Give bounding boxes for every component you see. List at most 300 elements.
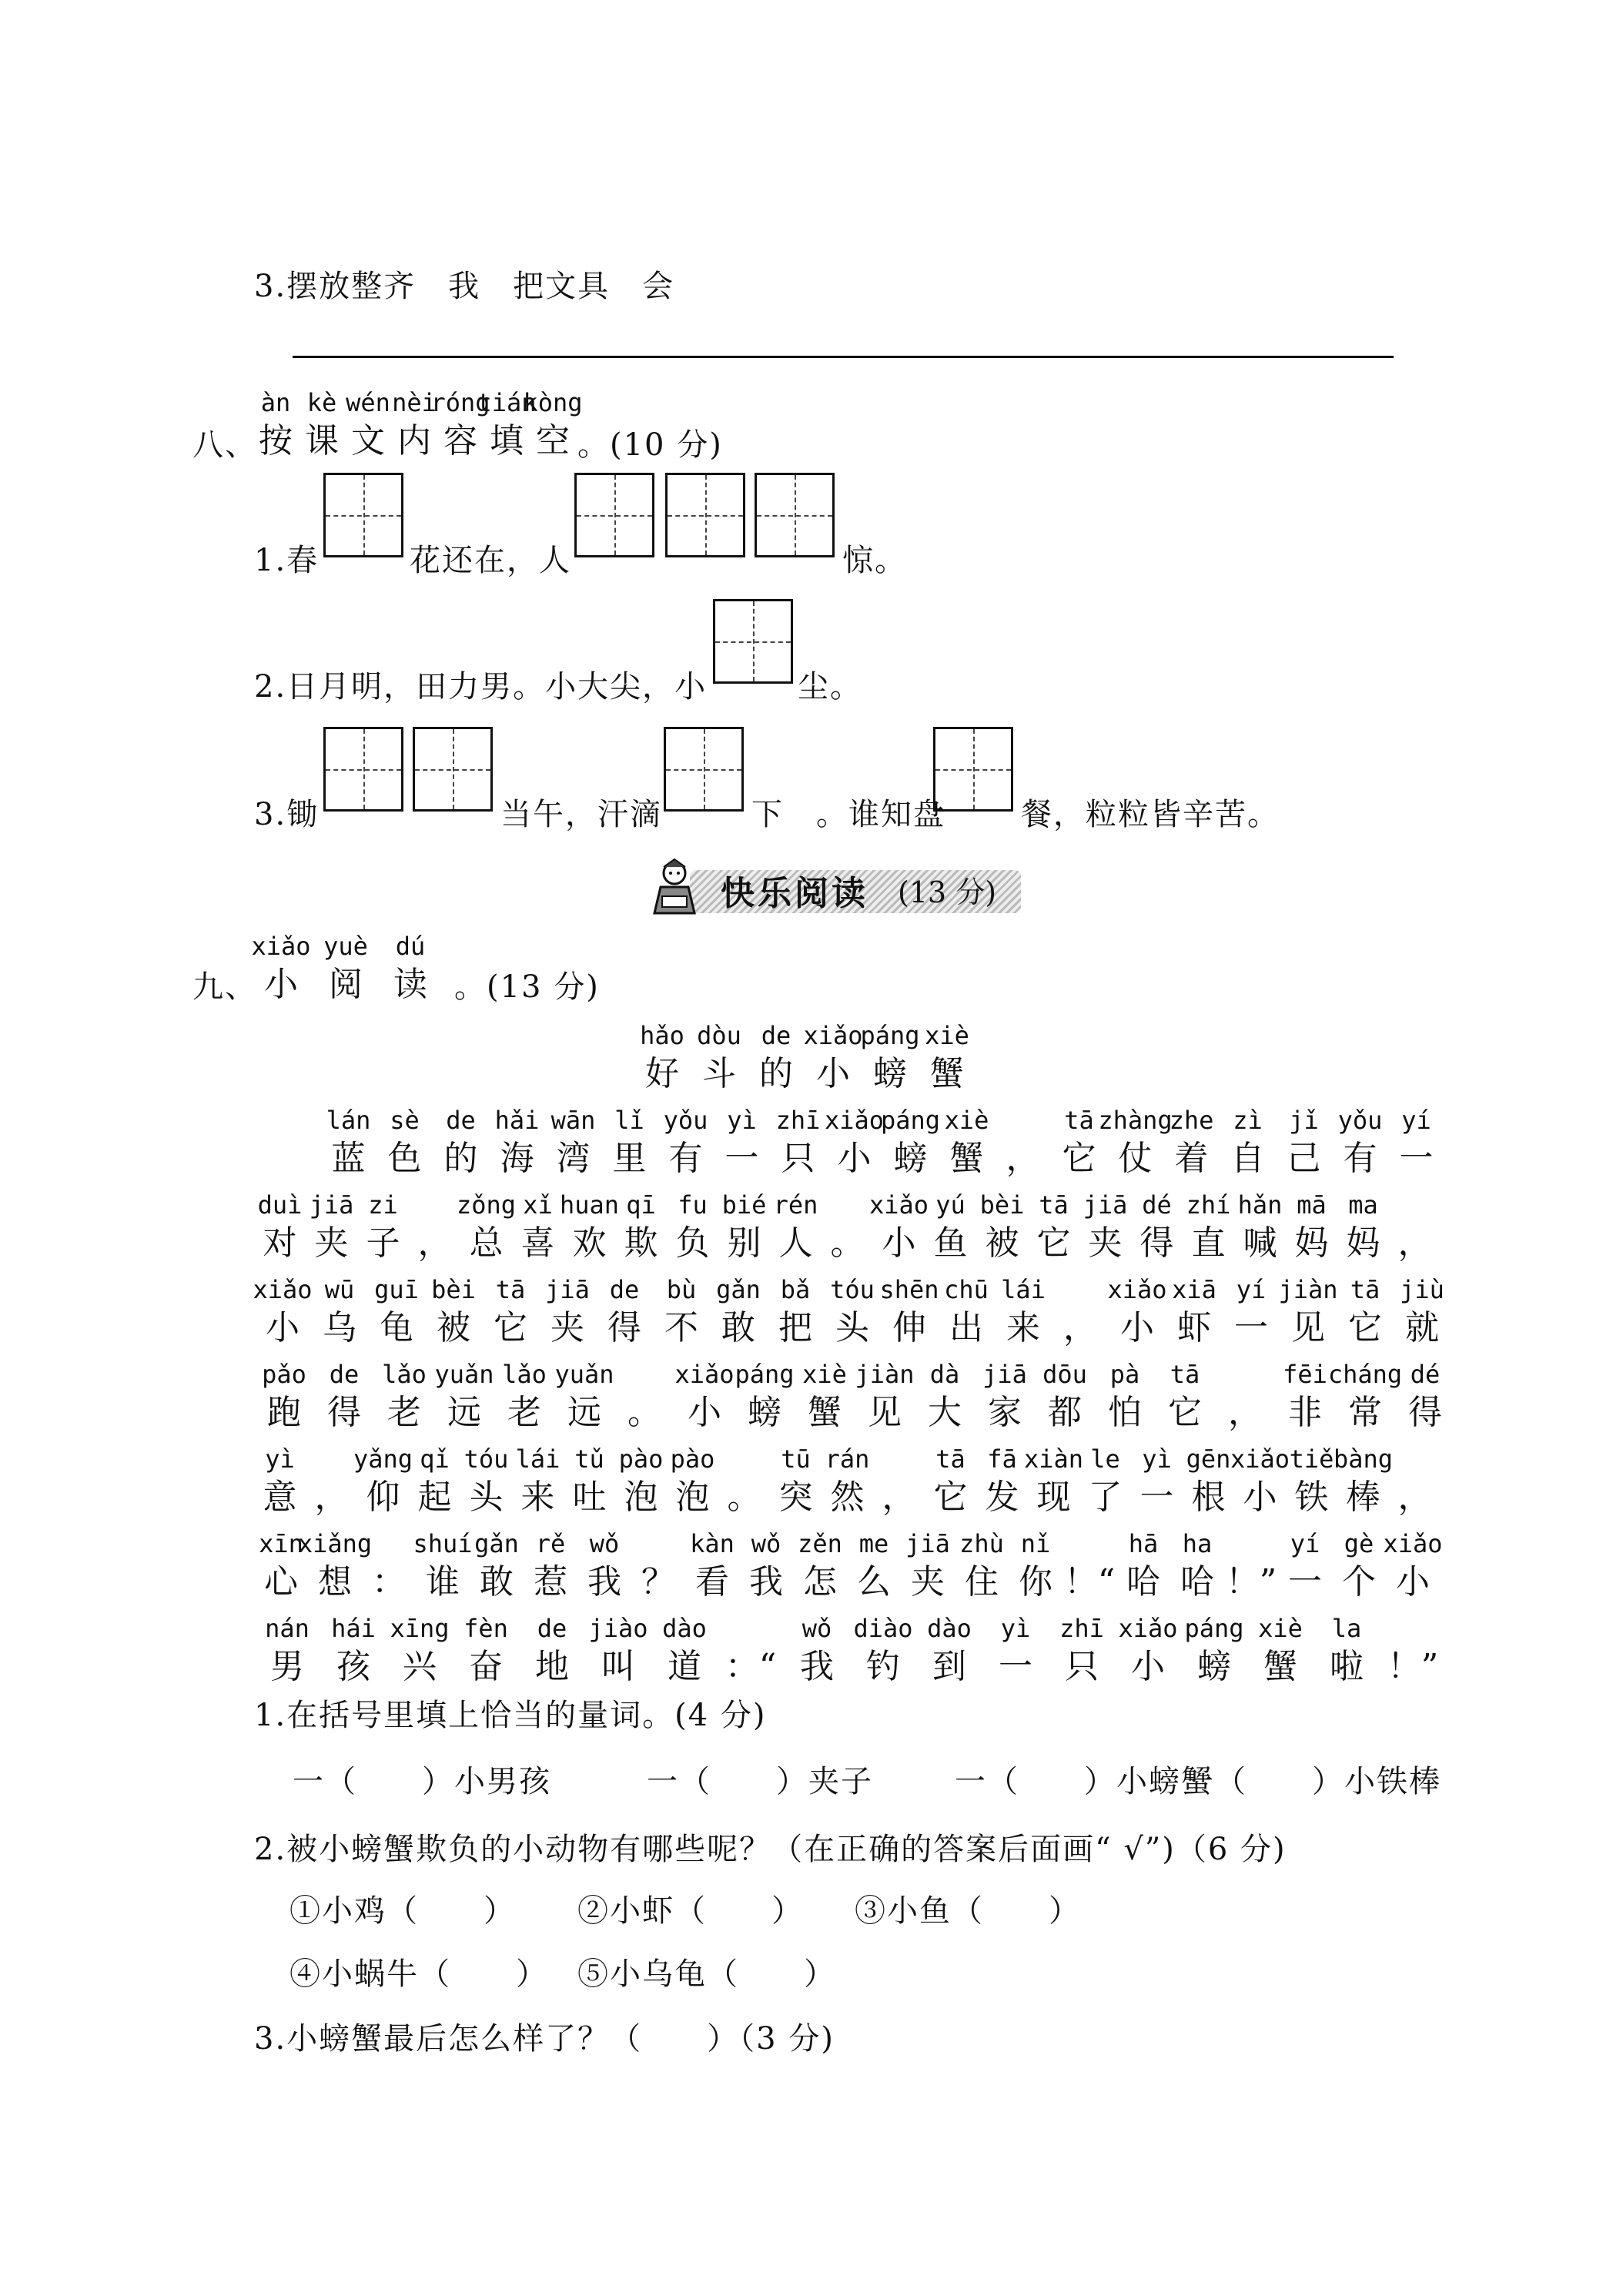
pinyin: tā: [1039, 1190, 1069, 1220]
pinyin: sè: [390, 1106, 420, 1135]
hanzi: 人: [778, 1223, 813, 1263]
pinyin-char-cell: [319, 929, 373, 1006]
pinyin: zhī: [775, 1106, 821, 1135]
hanzi: 远: [567, 1393, 601, 1432]
pinyin: nǐ: [1020, 1529, 1051, 1558]
hanzi: ，: [1063, 1308, 1097, 1347]
pinyin-char-cell: [710, 1272, 767, 1349]
pinyin-char-cell: [1170, 1526, 1224, 1603]
hanzi: 兴: [403, 1647, 437, 1686]
pinyin-char-cell: [1131, 1187, 1183, 1264]
pinyin: xiè: [944, 1106, 989, 1135]
pinyin: hǎn: [1237, 1190, 1283, 1220]
hanzi: 大: [928, 1393, 962, 1432]
pinyin-char-cell: [564, 1441, 615, 1518]
pinyin: lái: [515, 1444, 561, 1474]
pinyin-char-cell: [254, 1357, 314, 1434]
tianzige-box[interactable]: [574, 473, 654, 557]
hanzi: 小: [837, 1139, 872, 1178]
pinyin-char-cell: [881, 1272, 938, 1349]
pinyin-char-cell: [1115, 1611, 1181, 1688]
pinyin: yuè: [323, 932, 368, 961]
hanzi: 一: [1288, 1562, 1322, 1602]
pinyin-char-cell: [425, 1272, 482, 1349]
pinyin: jiàn: [855, 1360, 915, 1389]
hanzi: 远: [447, 1393, 481, 1432]
pinyin-char-cell: [374, 1357, 434, 1434]
pinyin-char-cell: [314, 1357, 374, 1434]
pinyin-char-cell: [1278, 1526, 1332, 1603]
pinyin: duì: [257, 1190, 303, 1220]
pinyin: le: [1090, 1444, 1120, 1474]
pinyin-char-cell: [477, 385, 537, 462]
pinyin-char-cell: [873, 1441, 925, 1518]
hanzi: 一: [1234, 1308, 1268, 1347]
hanzi: 鱼: [933, 1223, 968, 1263]
poem-3-part2: 当午，汗滴: [500, 797, 662, 832]
hanzi: 棒: [1346, 1478, 1380, 1517]
q1-item[interactable]: 一（ ）夹子: [647, 1764, 873, 1799]
pinyin-char-cell: [916, 1611, 982, 1688]
pinyin: tā: [1064, 1106, 1094, 1135]
pinyin-char-cell: [376, 1103, 433, 1180]
hanzi: 空: [536, 421, 570, 460]
pinyin-char-cell: [1035, 1357, 1095, 1434]
pinyin: xiǎo: [1383, 1529, 1443, 1558]
pinyin: jiā: [545, 1275, 590, 1304]
hanzi: 文: [351, 421, 385, 460]
pinyin: nán: [265, 1614, 310, 1643]
pinyin: tā: [1350, 1275, 1380, 1304]
pinyin-char-cell: [1286, 1187, 1337, 1264]
pinyin: tū: [781, 1444, 811, 1474]
pinyin: hái: [331, 1614, 376, 1643]
hanzi: 蟹: [808, 1393, 842, 1432]
hanzi: 小: [1243, 1478, 1277, 1517]
tianzige-box[interactable]: [665, 473, 745, 557]
pinyin: tā: [495, 1275, 526, 1304]
pinyin-char-cell: [1337, 1272, 1394, 1349]
pinyin: xiǎo: [674, 1360, 735, 1389]
pinyin: de: [329, 1360, 360, 1389]
hanzi: 对: [263, 1223, 297, 1263]
hanzi: 被: [985, 1223, 1019, 1263]
pinyin-char-cell: [1230, 1441, 1290, 1518]
story-line: [254, 1357, 1455, 1434]
pinyin-char-cell: [822, 1187, 873, 1264]
pinyin-char-cell: [1049, 1611, 1115, 1688]
pinyin: hǎo: [640, 1021, 684, 1050]
tianzige-box[interactable]: [413, 727, 493, 812]
pinyin-char-cell: [1155, 1357, 1215, 1434]
poem-3-part3: 下 。谁知盘: [751, 797, 945, 832]
pinyin: kàn: [690, 1529, 735, 1558]
hanzi: 奋: [469, 1647, 503, 1686]
tianzige-box[interactable]: [713, 599, 793, 684]
tianzige-box[interactable]: [323, 727, 403, 812]
hanzi: 我: [749, 1562, 783, 1602]
pinyin: jiàn: [1278, 1275, 1338, 1304]
pinyin-char-cell: [1275, 1357, 1335, 1434]
pinyin: wū: [324, 1275, 355, 1304]
pinyin-char-cell: [995, 1272, 1052, 1349]
pinyin-char-cell: [1395, 1357, 1455, 1434]
pinyin-char-cell: [311, 1272, 368, 1349]
hanzi: 妈: [1346, 1223, 1380, 1263]
pinyin-char-cell: [1223, 1272, 1280, 1349]
hanzi: 道: [668, 1647, 701, 1686]
pinyin: mā: [1297, 1190, 1327, 1220]
pinyin-char-cell: [601, 1103, 658, 1180]
hanzi: 湾: [556, 1139, 591, 1178]
pinyin: fèn: [463, 1614, 508, 1643]
story-line: [254, 1611, 1446, 1688]
pinyin-char-cell: [714, 1103, 770, 1180]
pinyin: dé: [1410, 1360, 1441, 1389]
pinyin-char-cell: [938, 1272, 995, 1349]
pinyin-char-cell: [795, 1357, 855, 1434]
hanzi: 。: [627, 1393, 661, 1432]
hanzi: 的: [443, 1139, 478, 1178]
hanzi: 发: [985, 1478, 1019, 1517]
happy-reading-banner: [644, 855, 1021, 918]
pinyin: dào: [927, 1614, 972, 1643]
pinyin-char-cell: [362, 1526, 416, 1603]
hanzi: 地: [535, 1647, 569, 1686]
pinyin: lǐ: [614, 1106, 644, 1135]
pinyin-char-cell: [393, 385, 436, 462]
pinyin-char-cell: [519, 1611, 585, 1688]
hanzi: 小: [882, 1223, 916, 1263]
pinyin: wǒ: [589, 1529, 620, 1558]
pinyin-char-cell: [631, 1526, 685, 1603]
pinyin: gè: [1344, 1529, 1374, 1558]
pinyin: yì: [1000, 1614, 1031, 1643]
pinyin-char-cell: [615, 1441, 667, 1518]
pinyin-char-cell: [1389, 1187, 1441, 1264]
pinyin-char-cell: [1079, 1441, 1131, 1518]
pinyin-char-cell: [651, 1611, 718, 1688]
hanzi: 见: [868, 1393, 902, 1432]
hanzi: 头: [835, 1308, 869, 1347]
pinyin: diào: [853, 1614, 913, 1643]
q1-item[interactable]: 一（ ）小螃蟹: [955, 1764, 1213, 1799]
hanzi: 得: [327, 1393, 361, 1432]
pinyin-char-cell: [254, 1441, 306, 1518]
hanzi: 意: [263, 1478, 297, 1517]
pinyin-char-cell: [995, 1103, 1051, 1180]
pinyin: dà: [929, 1360, 960, 1389]
hanzi: 根: [1191, 1478, 1226, 1517]
pinyin-char-cell: [770, 1187, 822, 1264]
hanzi: 小: [688, 1393, 721, 1432]
hanzi: 老: [387, 1393, 421, 1432]
pinyin-char-cell: [636, 1018, 688, 1095]
tianzige-box[interactable]: [664, 727, 744, 812]
pinyin: shuí: [413, 1529, 473, 1558]
pinyin: ha: [1182, 1529, 1213, 1558]
hanzi: 然: [830, 1478, 865, 1517]
pinyin-char-cell: [596, 1272, 653, 1349]
pinyin: zhī: [1059, 1614, 1104, 1643]
hanzi: 总: [469, 1223, 504, 1263]
pinyin: jiā: [1083, 1190, 1128, 1220]
hanzi: 海: [500, 1139, 534, 1178]
pinyin-char-cell: [409, 1187, 460, 1264]
poem-1-middle: 花还在，人: [410, 543, 571, 578]
pinyin-char-cell: [1052, 1272, 1109, 1349]
pinyin-char-cell: [482, 1272, 539, 1349]
pinyin: zhù: [959, 1529, 1004, 1558]
pinyin-char-cell: [693, 1018, 745, 1095]
pinyin-char-cell: [460, 1441, 512, 1518]
q1-item[interactable]: 一（ ）小铁棒: [1183, 1764, 1441, 1799]
pinyin-char-cell: [850, 1611, 916, 1688]
pinyin-char-cell: [306, 1187, 357, 1264]
pinyin-char-cell: [1098, 1103, 1173, 1180]
pinyin-char-cell: [847, 1526, 901, 1603]
pinyin: bù: [666, 1275, 697, 1304]
pinyin-char-cell: [614, 1357, 674, 1434]
pinyin: xiǎo: [1230, 1444, 1290, 1474]
tianzige-box[interactable]: [755, 473, 835, 557]
pinyin-char-cell: [320, 1611, 387, 1688]
pinyin: wān: [550, 1106, 596, 1135]
pinyin-char-cell: [921, 1018, 973, 1095]
pinyin-char-cell: [254, 1272, 311, 1349]
pinyin-char-cell: [824, 1272, 881, 1349]
section-8-score: 。(10 分): [577, 427, 723, 463]
pinyin: tā: [935, 1444, 965, 1474]
pinyin-char-cell: [975, 1357, 1035, 1434]
pinyin: yuǎn: [554, 1360, 614, 1389]
hanzi: 子: [366, 1223, 400, 1263]
pinyin-char-cell: [1079, 1187, 1131, 1264]
pinyin: xīng: [390, 1614, 450, 1643]
pinyin: xiǎo: [868, 1190, 929, 1220]
pinyin: tóu: [463, 1444, 509, 1474]
pinyin: lái: [1001, 1275, 1046, 1304]
pinyin: dú: [395, 932, 426, 961]
pinyin: me: [858, 1529, 889, 1558]
pinyin-char-cell: [1389, 1441, 1441, 1518]
pinyin-char-cell: [300, 385, 343, 462]
pinyin: bèi: [979, 1190, 1025, 1220]
q2-option[interactable]: ③小鱼（ ）: [855, 1893, 1081, 1929]
pinyin: yí: [1236, 1275, 1267, 1304]
hanzi: 夹: [1088, 1223, 1123, 1263]
story-line: [254, 1187, 1441, 1264]
pinyin-char-cell: [1023, 1441, 1084, 1518]
pinyin-char-cell: [658, 1103, 714, 1180]
hanzi: 叫: [601, 1647, 635, 1686]
hanzi: 小: [1120, 1308, 1154, 1347]
pinyin-char-cell: [803, 1018, 863, 1095]
pinyin: pào: [670, 1444, 715, 1474]
tianzige-box[interactable]: [933, 727, 1013, 812]
pinyin-char-cell: [1131, 1441, 1183, 1518]
q2-option[interactable]: ④小蜗牛（ ）: [289, 1956, 548, 1992]
hanzi: 了: [1088, 1478, 1123, 1517]
hanzi: 只: [1065, 1647, 1099, 1686]
pinyin-char-cell: [1327, 1357, 1403, 1434]
pinyin: páng: [880, 1106, 941, 1135]
pinyin: rě: [535, 1529, 566, 1558]
pinyin-char-cell: [353, 1441, 413, 1518]
hanzi: 老: [507, 1393, 541, 1432]
pinyin-char-cell: [545, 1103, 601, 1180]
hanzi: 得: [1408, 1393, 1442, 1432]
hanzi: 阅: [329, 965, 363, 1004]
pinyin-char-cell: [793, 1526, 847, 1603]
hanzi: ？: [641, 1562, 675, 1602]
pinyin: jiù: [1400, 1275, 1444, 1304]
hanzi: 想: [318, 1562, 352, 1602]
pinyin: xǐ: [523, 1190, 553, 1220]
hanzi: 起: [417, 1478, 452, 1517]
pinyin-char-cell: [1166, 1272, 1223, 1349]
hanzi: 个: [1342, 1562, 1376, 1602]
pinyin: lǎo: [502, 1360, 547, 1389]
hanzi: 乌: [323, 1308, 356, 1347]
hanzi: 铁: [1294, 1478, 1329, 1517]
hanzi: 螃: [893, 1139, 928, 1178]
pinyin: wén: [346, 388, 390, 417]
hanzi: ，: [1228, 1393, 1262, 1432]
pinyin: róng: [430, 388, 490, 417]
section-8-number: 八、: [192, 427, 257, 463]
hanzi: 。: [830, 1223, 865, 1263]
hanzi: 夹: [911, 1562, 945, 1602]
tianzige-box[interactable]: [323, 473, 403, 557]
pinyin-char-cell: [735, 1357, 795, 1434]
riddle-2-prefix: 2.日月明，田力男。小大尖，小: [254, 669, 708, 705]
pinyin: dé: [1142, 1190, 1172, 1220]
pinyin: xiè: [802, 1360, 847, 1389]
hanzi: 小: [1396, 1562, 1430, 1602]
pinyin-char-cell: [1337, 1187, 1389, 1264]
pinyin-char-cell: [1181, 1611, 1247, 1688]
pinyin-char-cell: [1062, 1526, 1116, 1603]
pinyin-char-cell: [251, 929, 311, 1006]
pinyin: guī: [374, 1275, 419, 1304]
pinyin-char-cell: [939, 1103, 995, 1180]
pinyin-char-cell: [523, 385, 583, 462]
pinyin-char-cell: [718, 1611, 784, 1688]
hanzi: 蓝: [331, 1139, 366, 1178]
pinyin-char-cell: [1028, 1187, 1079, 1264]
pinyin: hǎi: [494, 1106, 540, 1135]
hanzi: 到: [932, 1647, 966, 1686]
pinyin: dōu: [1042, 1360, 1087, 1389]
pinyin: huan: [559, 1190, 620, 1220]
pinyin-char-cell: [456, 1187, 517, 1264]
hanzi: 小: [266, 1308, 300, 1347]
hanzi: ，: [1006, 1139, 1040, 1178]
hanzi: 哈: [1180, 1562, 1214, 1602]
hanzi: 来: [520, 1478, 555, 1517]
pinyin-char-cell: [430, 385, 490, 462]
poem-1-suffix: 惊。: [842, 543, 907, 578]
hanzi: ！”: [1387, 1647, 1439, 1686]
pinyin: xiǎo: [253, 1275, 313, 1304]
q2-option[interactable]: ⑤小乌龟（ ）: [577, 1956, 836, 1992]
pinyin: de: [609, 1275, 640, 1304]
q2-option[interactable]: ②小虾（ ）: [577, 1893, 804, 1929]
hanzi: 小: [1131, 1647, 1165, 1686]
pinyin: qī: [626, 1190, 656, 1220]
q1-item[interactable]: 一（ ）小男孩: [293, 1764, 551, 1799]
pinyin: gǎn: [474, 1529, 519, 1558]
hanzi: 课: [305, 421, 339, 460]
pinyin: hā: [1128, 1529, 1159, 1558]
hanzi: 它: [494, 1308, 527, 1347]
q2-option[interactable]: ①小鸡（ ）: [289, 1893, 516, 1929]
pinyin: rán: [825, 1444, 870, 1474]
pinyin-char-cell: [770, 1441, 822, 1518]
hanzi: 有: [668, 1139, 703, 1178]
riddle-2-suffix: 尘。: [798, 669, 862, 705]
hanzi: 都: [1048, 1393, 1082, 1432]
hanzi: 常: [1348, 1393, 1382, 1432]
pinyin-char-cell: [1234, 1187, 1286, 1264]
hanzi: 着: [1174, 1139, 1209, 1178]
hanzi: ，: [417, 1223, 452, 1263]
pinyin-char-cell: [667, 1187, 718, 1264]
pinyin-char-cell: [1332, 1526, 1386, 1603]
pinyin: kè: [306, 388, 337, 417]
hanzi: 夹: [550, 1308, 584, 1347]
hanzi: 小: [816, 1054, 850, 1093]
hanzi: 蟹: [949, 1139, 984, 1178]
hanzi: 喊: [1243, 1223, 1277, 1263]
pinyin: páng: [735, 1360, 795, 1389]
hanzi: 我: [800, 1647, 834, 1686]
pinyin-char-cell: [434, 1357, 494, 1434]
section-9-heading: [251, 929, 448, 1006]
pinyin-char-cell: [915, 1357, 975, 1434]
hanzi: 男: [270, 1647, 304, 1686]
pinyin-char-cell: [1280, 1272, 1337, 1349]
pinyin: yì: [1142, 1444, 1172, 1474]
pinyin: jiā: [982, 1360, 1027, 1389]
pinyin-char-cell: [297, 1526, 373, 1603]
pinyin: yú: [935, 1190, 965, 1220]
reading-figure-icon: [644, 856, 705, 918]
pinyin: jiā: [309, 1190, 354, 1220]
story-line: [254, 1441, 1441, 1518]
hanzi: 敢: [480, 1562, 514, 1602]
pinyin-char-cell: [1109, 1272, 1166, 1349]
pinyin-char-cell: [653, 1272, 710, 1349]
hanzi: 一: [724, 1139, 759, 1178]
pinyin: bèi: [431, 1275, 476, 1304]
pinyin-char-cell: [824, 1103, 885, 1180]
hanzi: ！”: [1225, 1562, 1277, 1602]
pinyin-char-cell: [1394, 1272, 1451, 1349]
pinyin: páng: [860, 1021, 920, 1050]
pinyin-char-cell: [1388, 1103, 1444, 1180]
pinyin-char-cell: [667, 1441, 718, 1518]
hanzi: 里: [612, 1139, 647, 1178]
pinyin-char-cell: [770, 1103, 826, 1180]
hanzi: 读: [393, 965, 427, 1004]
pinyin: yì: [265, 1444, 295, 1474]
pinyin: tiě: [1289, 1444, 1334, 1474]
pinyin-char-cell: [882, 1103, 939, 1180]
pinyin-char-cell: [1116, 1526, 1170, 1603]
question-1: 1.在括号里填上恰当的量词。(4 分): [254, 1698, 767, 1733]
